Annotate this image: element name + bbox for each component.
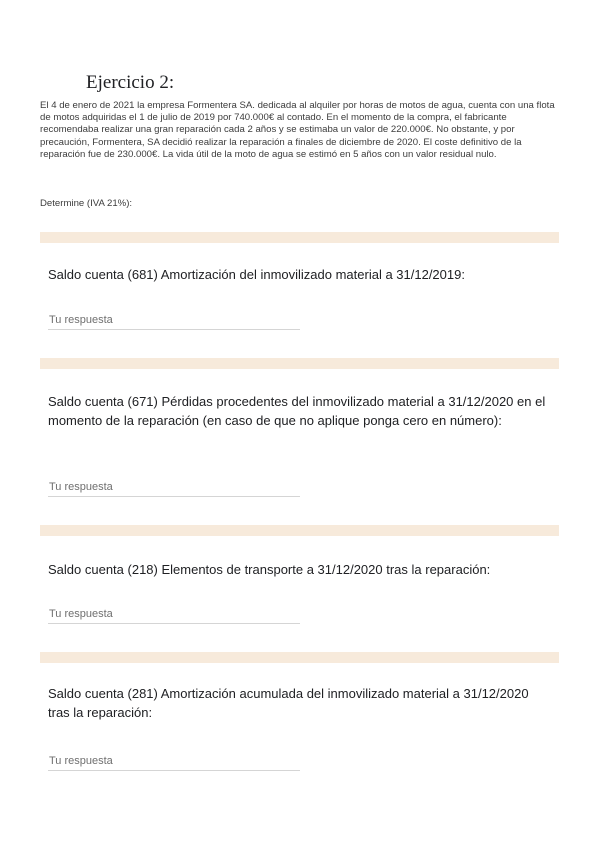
answer-input-4[interactable]	[48, 752, 300, 771]
exercise-statement: El 4 de enero de 2021 la empresa Formentera SA. dedicada al alquiler por horas de motos de agua, cuenta con una flota de motos adquiridas el 1 de julio de 2019 por 740.000€ al contado. En el momento de la compra, el fabricante recomendaba realizar una gran reparación cada 2 años y se estimaba un valor de 220.000€. No obstante, y por precaución, Formentera, SA decidió realizar la reparación a finales de diciembre de 2020. El coste definitivo de la reparación fue de 230.000€. La vida útil de la moto de agua se estimó en 5 años con un valor residual nulo.	[40, 100, 555, 160]
section-divider	[40, 358, 559, 369]
question-4-text: Saldo cuenta (281) Amortización acumulada del inmovilizado material a 31/12/2020 tras la reparación:	[48, 686, 529, 720]
question-3-text: Saldo cuenta (218) Elementos de transporte a 31/12/2020 tras la reparación:	[48, 562, 491, 577]
section-divider	[40, 525, 559, 536]
section-divider	[40, 232, 559, 243]
answer-input-1[interactable]	[48, 311, 300, 330]
answer-input-2[interactable]	[48, 478, 300, 497]
question-1-text: Saldo cuenta (681) Amortización del inmovilizado material a 31/12/2019:	[48, 267, 465, 282]
answer-input-3[interactable]	[48, 605, 300, 624]
question-2-text: Saldo cuenta (671) Pérdidas procedentes del inmovilizado material a 31/12/2020 en el momento de la reparación (en caso de que no aplique ponga cero en número):	[48, 394, 546, 428]
determine-label: Determine (IVA 21%):	[40, 198, 133, 209]
section-divider	[40, 652, 559, 663]
exercise-title: Ejercicio 2:	[86, 72, 175, 93]
